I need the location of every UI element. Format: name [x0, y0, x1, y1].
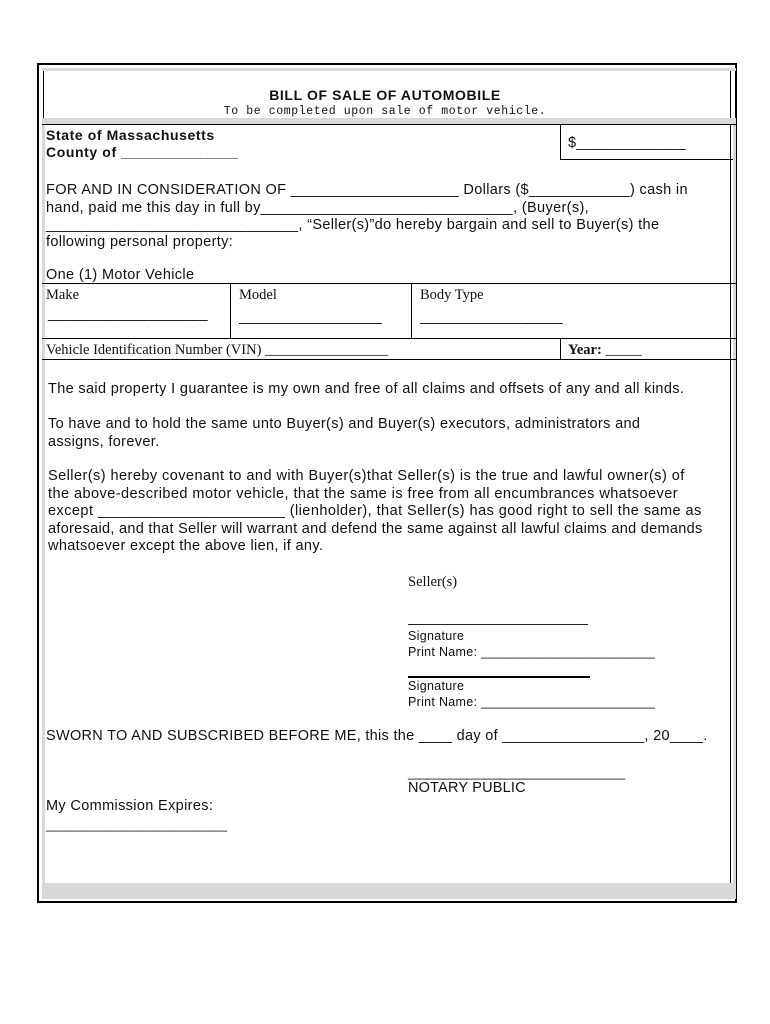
consideration-line-4: following personal property:	[46, 234, 234, 250]
state-label: State of Massachusetts	[46, 127, 215, 143]
model-field[interactable]: _________________	[239, 309, 383, 325]
header-band-top	[42, 68, 736, 71]
vin-field[interactable]: Vehicle Identification Number (VIN) _________________	[46, 342, 389, 358]
vin-year-divider	[560, 338, 561, 359]
form-title: BILL OF SALE OF AUTOMOBILE	[269, 87, 501, 103]
footer-band	[42, 883, 736, 899]
consideration-line-3: ______________________________, “Seller(s)”do hereby bargain and sell to Buyer(s) the	[46, 217, 660, 233]
vehicle-table-top	[42, 283, 736, 284]
sellers-label: Seller(s)	[408, 574, 458, 590]
header-divider	[42, 124, 736, 125]
vehicle-col-divider-2	[411, 283, 412, 338]
sworn-statement: SWORN TO AND SUBSCRIBED BEFORE ME, this the ____ day of _________________, 20____.	[46, 728, 708, 744]
make-label: Make	[46, 287, 80, 303]
consideration-line-1: FOR AND IN CONSIDERATION OF ____________________ Dollars ($____________) cash in	[46, 182, 688, 198]
covenant-line-1: Seller(s) hereby covenant to and with Buyer(s)that Seller(s) is the true and lawful owner(s) of	[48, 468, 685, 484]
hold-line-1: To have and to hold the same unto Buyer(s) and Buyer(s) executors, administrators and	[48, 416, 641, 432]
amount-box-left	[560, 124, 561, 159]
signature-label-2: Signature	[408, 679, 465, 693]
print-name-field-2[interactable]: Print Name: ________________________	[408, 695, 656, 709]
commission-expires-label: My Commission Expires:	[46, 798, 214, 814]
vin-row-top	[42, 338, 736, 339]
signature-label-1: Signature	[408, 629, 465, 643]
body-type-label: Body Type	[420, 287, 484, 303]
guarantee-text: The said property I guarantee is my own and free of all claims and offsets of any and all kinds.	[48, 381, 685, 397]
hold-line-2: assigns, forever.	[48, 434, 160, 450]
covenant-line-2: the above-described motor vehicle, that the same is free from all encumbrances whatsoever	[48, 486, 679, 502]
print-name-field-1[interactable]: Print Name: ________________________	[408, 645, 656, 659]
notary-public-label: NOTARY PUBLIC	[408, 780, 526, 796]
commission-expires-field[interactable]: _________________________	[46, 818, 228, 832]
vehicle-col-divider-1	[230, 283, 231, 338]
vin-row-bottom	[42, 359, 736, 360]
amount-field[interactable]: $_____________	[568, 135, 686, 151]
vehicle-heading: One (1) Motor Vehicle	[46, 267, 195, 283]
covenant-line-5: whatsoever except the above lien, if any.	[48, 538, 324, 554]
notary-signature-line[interactable]: ______________________________	[408, 766, 626, 780]
covenant-line-3: except ______________________ (lienholder), that Seller(s) has good right to sell the same as	[48, 503, 702, 519]
signature-line-1[interactable]	[408, 624, 588, 625]
form-subtitle: To be completed upon sale of motor vehicle.	[223, 105, 547, 118]
left-margin-band	[42, 124, 45, 883]
county-field[interactable]: County of ______________	[46, 144, 239, 160]
year-label: Year:	[568, 342, 602, 358]
model-label: Model	[239, 287, 277, 303]
signature-line-2[interactable]	[408, 676, 590, 678]
make-field[interactable]: ___________________	[48, 306, 208, 322]
year-field[interactable]	[568, 341, 642, 359]
consideration-line-2: hand, paid me this day in full by______________________________, (Buyer(s),	[46, 200, 589, 216]
covenant-line-4: aforesaid, and that Seller will warrant and defend the same against all lawful claims and demands	[48, 521, 703, 537]
right-margin-band	[733, 124, 736, 883]
body-type-field[interactable]: _________________	[420, 309, 564, 325]
amount-box-bottom	[560, 159, 733, 160]
year-blank: _____	[601, 342, 642, 358]
